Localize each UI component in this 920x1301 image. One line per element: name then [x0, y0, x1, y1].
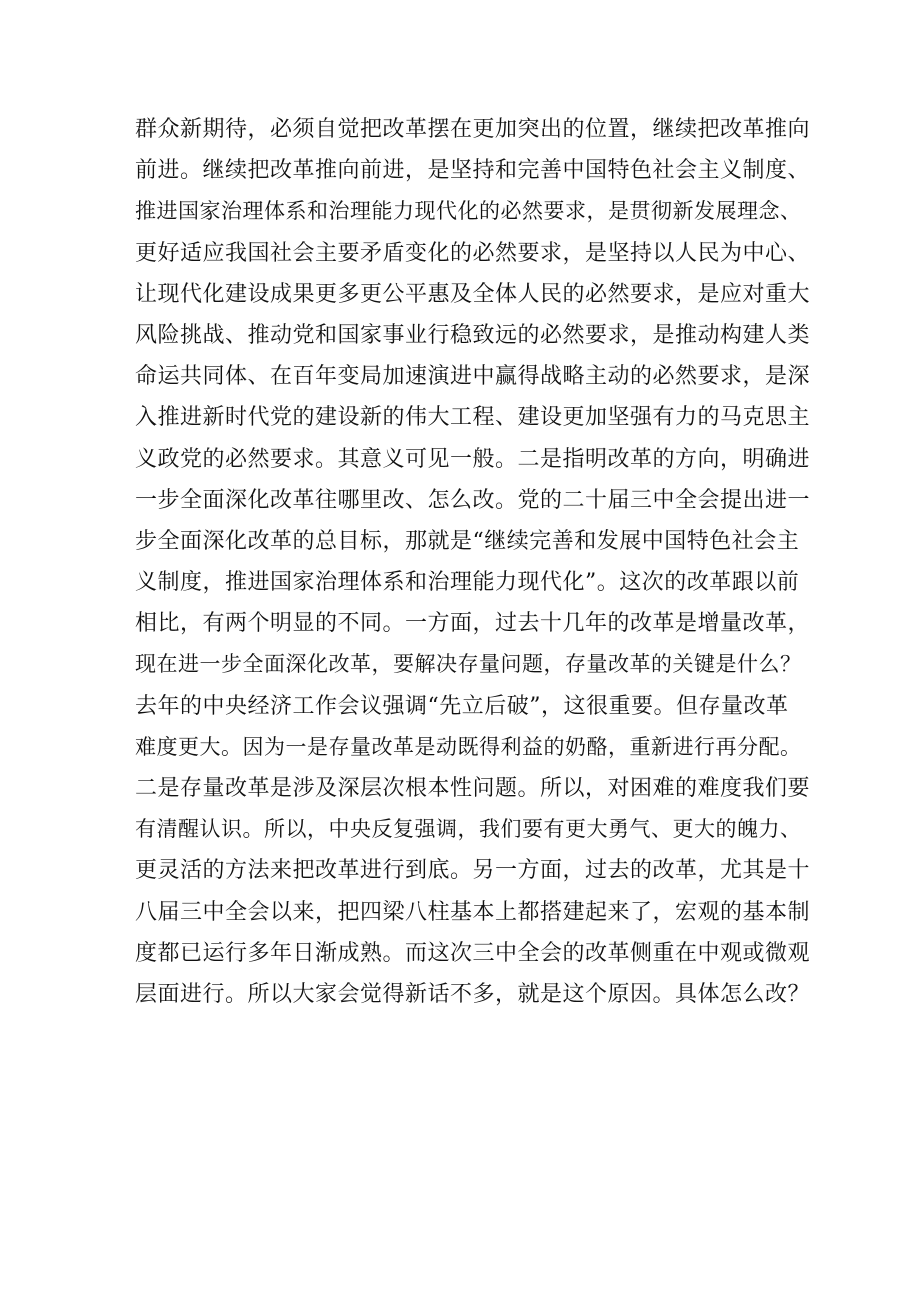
text-line: 八届三中全会以来，把四梁八柱基本上都搭建起来了，宏观的基本制 [135, 899, 811, 925]
text-line: 入推进新时代党的建设新的伟大工程、建设更加坚强有力的马克思主 [135, 405, 811, 431]
text-line: 义政党的必然要求。其意义可见一般。二是指明改革的方向，明确进 [135, 446, 811, 472]
body-text [135, 109, 815, 1015]
text-line: 步全面深化改革的总目标，那就是“继续完善和发展中国特色社会主 [135, 528, 800, 554]
text-line: 有清醒认识。所以，中央反复强调，我们要有更大勇气、更大的魄力、 [135, 817, 802, 842]
text-line: 义制度，推进国家治理体系和治理能力现代化”。这次的改革跟以前 [135, 570, 800, 596]
text-line: 推进国家治理体系和治理能力现代化的必然要求，是贯彻新发展理念、 [135, 199, 802, 224]
text-line: 让现代化建设成果更多更公平惠及全体人民的必然要求，是应对重大 [135, 281, 811, 307]
text-line: 命运共同体、在百年变局加速演进中赢得战略主动的必然要求，是深 [135, 364, 811, 390]
text-line: 难度更大。因为一是存量改革是动既得利益的奶酪，重新进行再分配。 [135, 734, 802, 759]
text-line: 层面进行。所以大家会觉得新话不多，就是这个原因。具体怎么改？ [135, 981, 811, 1007]
text-line: 相比，有两个明显的不同。一方面，过去十几年的改革是增量改革， [135, 611, 811, 637]
text-line: 现在进一步全面深化改革，要解决存量问题，存量改革的关键是什么？ [135, 652, 802, 677]
text-line: 更灵活的方法来把改革进行到底。另一方面，过去的改革，尤其是十 [135, 858, 811, 884]
text-line: 前进。继续把改革推向前进，是坚持和完善中国特色社会主义制度、 [135, 158, 811, 184]
text-line: 风险挑战、推动党和国家事业行稳致远的必然要求，是推动构建人类 [135, 322, 811, 348]
text-line: 去年的中央经济工作会议强调“先立后破”，这很重要。但存量改革 [135, 693, 789, 719]
text-line: 更好适应我国社会主要矛盾变化的必然要求，是坚持以人民为中心、 [135, 240, 811, 266]
text-line: 一步全面深化改革往哪里改、怎么改。党的二十届三中全会提出进一 [135, 487, 811, 513]
text-line: 二是存量改革是涉及深层次根本性问题。所以，对困难的难度我们要 [135, 776, 811, 801]
text-line: 度都已运行多年日渐成熟。而这次三中全会的改革侧重在中观或微观 [135, 940, 811, 966]
text-line: 群众新期待，必须自觉把改革摆在更加突出的位置，继续把改革推向 [135, 117, 811, 142]
